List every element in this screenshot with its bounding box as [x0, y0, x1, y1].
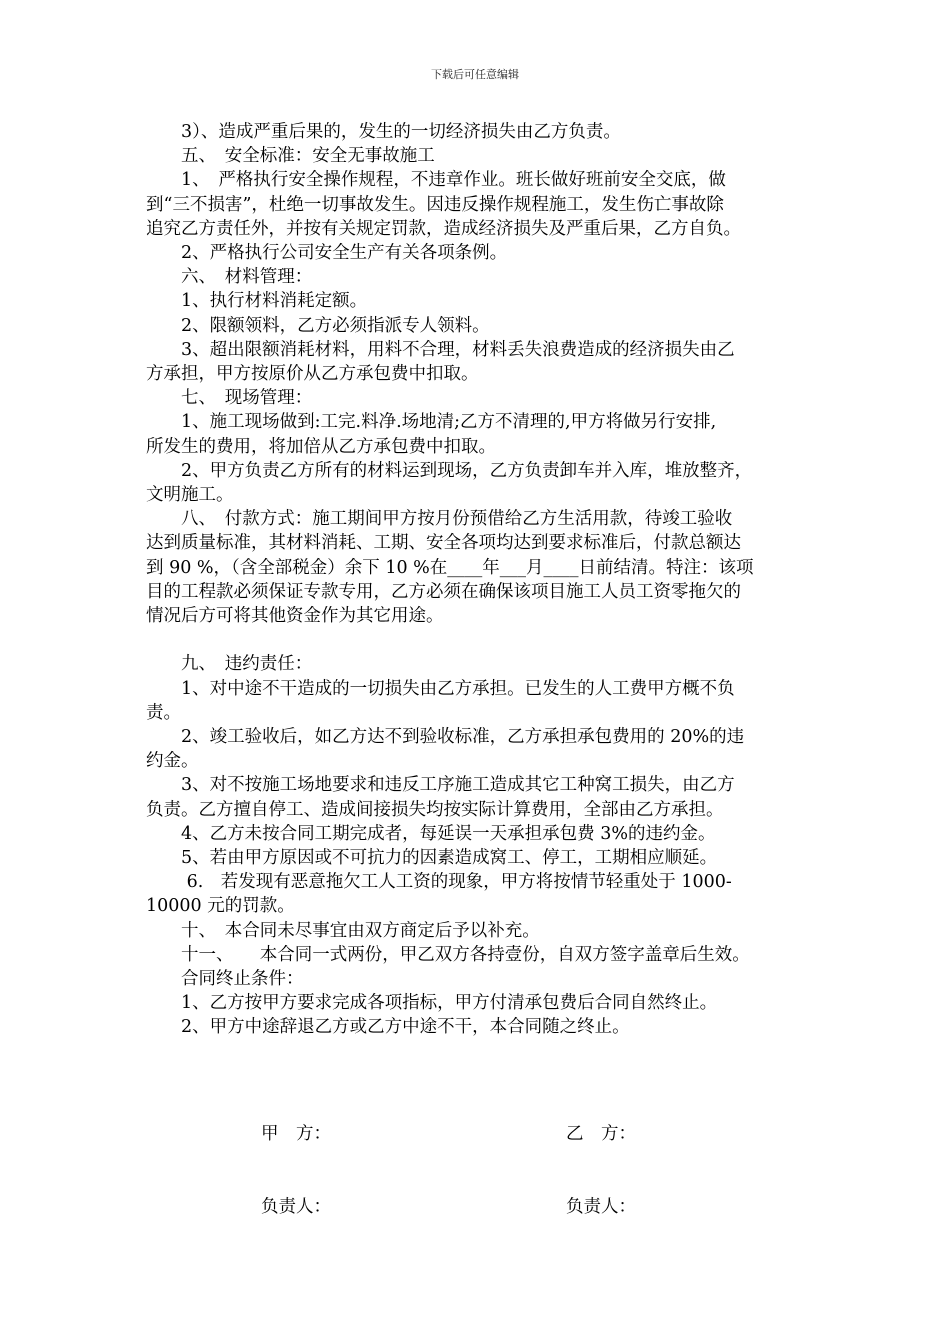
party-a-label: 甲 方：: [261, 1124, 331, 1144]
text-line: 1、 严格执行安全操作规程，不违章作业。班长做好班前安全交底，做: [146, 170, 726, 191]
text-line: 九、 违约责任：: [146, 654, 313, 675]
text-line: 到“三不损害”，杜绝一切事故发生。因违反操作规程施工，发生伤亡事故除: [146, 194, 724, 215]
text-line: 到 90 %，（含全部税金）余下 10 %在____年___月____日前结清。特注：该项: [146, 557, 754, 578]
party-b-label: 乙 方：: [566, 1124, 636, 1144]
text-line: 所发生的费用，将加倍从乙方承包费中扣取。: [146, 436, 496, 457]
text-line: 情况后方可将其他资金作为其它用途。: [146, 606, 444, 626]
text-line: 方承担，甲方按原价从乙方承包费中扣取。: [146, 364, 479, 384]
party-a-responsible-label: 负责人：: [261, 1197, 331, 1217]
text-line: 1、对中途不干造成的一切损失由乙方承担。已发生的人工费甲方概不负: [146, 678, 735, 699]
text-line: 3）、造成严重后果的，发生的一切经济损失由乙方负责。: [146, 122, 621, 142]
text-line: 2、甲方中途辞退乙方或乙方中途不干，本合同随之终止。: [146, 1017, 630, 1038]
text-line: 约金。: [146, 751, 199, 772]
text-line: 达到质量标准，其材料消耗、工期、安全各项均达到要求标准后，付款总额达: [146, 533, 741, 554]
text-line: 七、 现场管理：: [146, 388, 313, 409]
text-line: 目的工程款必须保证专款专用，乙方必须在确保该项目施工人员工资零拖欠的: [146, 581, 741, 602]
text-line: 10000 元的罚款。: [146, 896, 295, 917]
text-line: 1、执行材料消耗定额。: [146, 291, 368, 312]
text-line: 2、限额领料，乙方必须指派专人领料。: [146, 315, 490, 336]
text-line: 合同终止条件：: [146, 969, 304, 989]
text-line: 负责。乙方擅自停工、造成间接损失均按实际计算费用，全部由乙方承担。: [146, 799, 724, 820]
page-header: 下载后可任意编辑: [431, 68, 519, 81]
party-b-responsible-label: 负责人：: [566, 1197, 636, 1217]
text-line: 3、对不按施工场地要求和违反工序施工造成其它工种窝工损失，由乙方: [146, 775, 735, 796]
text-line: 5、若由甲方原因或不可抗力的因素造成窝工、停工，工期相应顺延。: [146, 848, 718, 868]
text-line: 4、乙方未按合同工期完成者，每延误一天承担承包费 3%的违约金。: [146, 823, 716, 844]
text-line: 1、乙方按甲方要求完成各项指标，甲方付清承包费后合同自然终止。: [146, 993, 718, 1014]
text-line: 1、施工现场做到:工完.料净.场地清;乙方不清理的,甲方将做另行安排,: [146, 412, 717, 433]
text-line: 2、竣工验收后，如乙方达不到验收标准，乙方承担承包费用的 20%的违: [146, 727, 745, 747]
text-line: 追究乙方责任外，并按有关规定罚款，造成经济损失及严重后果，乙方自负。: [146, 218, 741, 239]
text-line: 五、 安全标准：安全无事故施工: [146, 146, 435, 167]
text-line: 八、 付款方式：施工期间甲方按月份预借给乙方生活用款，待竣工验收: [146, 509, 733, 530]
text-line: 责。: [146, 702, 181, 723]
text-line: 3、超出限额消耗材料，用料不合理，材料丢失浪费造成的经济损失由乙: [146, 339, 735, 360]
text-line: 6. 若发现有恶意拖欠工人工资的现象，甲方将按情节轻重处于 1000-: [146, 872, 732, 893]
text-line: 文明施工。: [146, 485, 234, 505]
text-line: 十、 本合同未尽事宜由双方商定后予以补充。: [146, 920, 540, 941]
text-line: 十一、 本合同一式两份，甲乙双方各持壹份，自双方签字盖章后生效。: [146, 944, 750, 965]
text-line: 六、 材料管理：: [146, 267, 313, 288]
text-line: 2、甲方负责乙方所有的材料运到现场，乙方负责卸车并入库，堆放整齐，: [146, 460, 753, 481]
text-line: 2、严格执行公司安全生产有关各项条例。: [146, 243, 508, 263]
